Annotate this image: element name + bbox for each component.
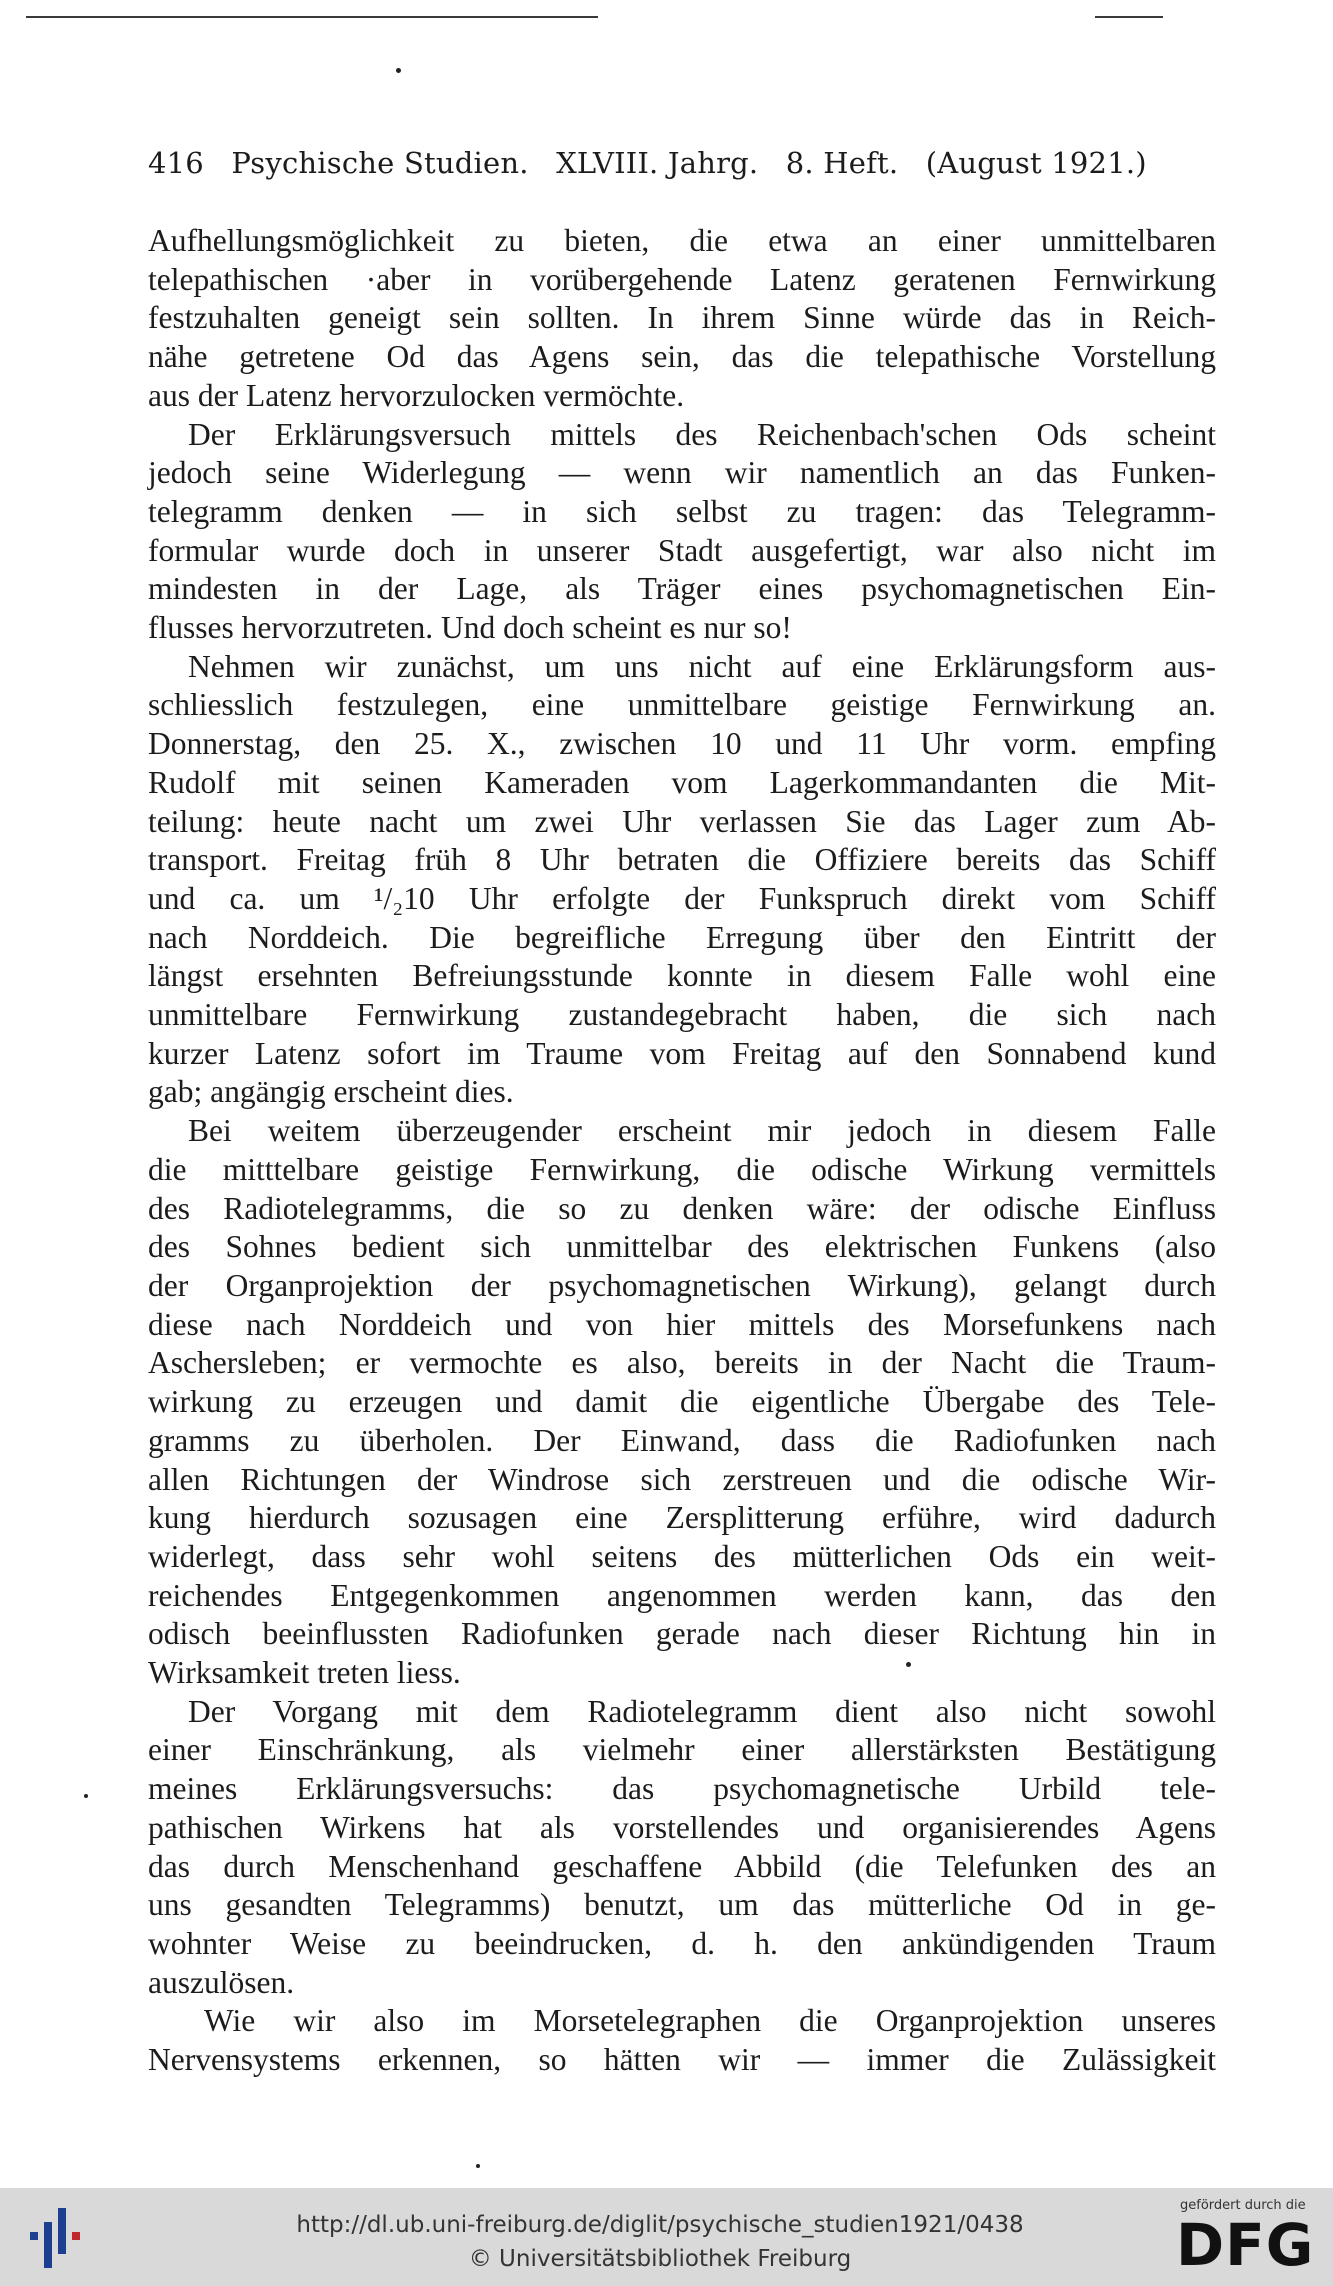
text-line: aus der Latenz hervorzulocken vermöchte. — [148, 377, 685, 413]
text-line: pathischen Wirkens hat als vorstellendes und organisierendes Agens — [148, 1809, 1216, 1845]
text-line: schliesslich festzulegen, eine unmittelbare geistige Fernwirkung an. — [148, 687, 1216, 723]
text-line: gramms zu überholen. Der Einwand, dass die Radiofunken nach — [148, 1422, 1216, 1458]
text-line: transport. Freitag früh 8 Uhr betraten die Offiziere bereits das Schiff — [148, 842, 1216, 878]
text-line: mindesten in der Lage, als Träger eines psychomagnetischen Ein- — [148, 571, 1216, 607]
text-line: und ca. um ¹/₂10 Uhr erfolgte der Funkspruch direkt vom Schiff — [148, 880, 1216, 916]
text-line: jedoch seine Widerlegung — wenn wir namentlich an das Funken- — [148, 455, 1216, 491]
text-line: wohnter Weise zu beeindrucken, d. h. den ankündigenden Traum — [148, 1925, 1216, 1961]
text-line: Wie wir also im Morsetelegraphen die Organprojektion unseres — [204, 2003, 1216, 2039]
text-line: festzuhalten geneigt sein sollten. In ihrem Sinne würde das in Reich- — [148, 300, 1216, 336]
paragraph-2 — [148, 416, 1216, 648]
paragraph-3 — [148, 648, 1216, 1112]
text-line: formular wurde doch in unserer Stadt ausgefertigt, war also nicht im — [148, 532, 1216, 568]
text-line: allen Richtungen der Windrose sich zerstreuen und die odische Wir- — [148, 1461, 1216, 1497]
source-url[interactable]: http://dl.ub.uni-freiburg.de/diglit/psychische_studien1921/0438 — [296, 2212, 1024, 2238]
scan-top-rule-left — [26, 16, 598, 18]
text-line: Nervensystems erkennen, so hätten wir — immer die Zulässigkeit — [148, 2042, 1216, 2078]
text-line: flusses hervorzutreten. Und doch scheint es nur so! — [148, 610, 792, 646]
text-line: Bei weitem überzeugender erscheint mir jedoch in diesem Falle — [188, 1113, 1216, 1149]
dfg-logo: DFG — [1176, 2211, 1315, 2279]
text-line: nach Norddeich. Die begreifliche Erregung über den Eintritt der — [148, 919, 1216, 955]
text-line: Rudolf mit seinen Kameraden vom Lagerkommandanten die Mit- — [148, 764, 1216, 800]
paragraph-4 — [148, 1112, 1216, 1693]
text-line: kung hierdurch sozusagen eine Zersplitterung erführe, wird dadurch — [148, 1500, 1216, 1536]
text-line: diese nach Norddeich und von hier mittels des Morsefunkens nach — [148, 1306, 1216, 1342]
text-line: Der Erklärungsversuch mittels des Reichenbach'schen Ods scheint — [188, 416, 1216, 452]
running-head — [148, 146, 1208, 180]
issue-label: 8. Heft. — [785, 146, 899, 180]
text-line: der Organprojektion der psychomagnetischen Wirkung), gelangt durch — [148, 1267, 1216, 1303]
text-line: teilung: heute nacht um zwei Uhr verlassen Sie das Lager zum Ab- — [148, 803, 1216, 839]
scan-top-rule-right — [1095, 16, 1163, 18]
volume-label: XLVIII. Jahrg. — [556, 146, 759, 180]
funder-note: gefördert durch die — [1180, 2198, 1306, 2213]
text-line: die mitttelbare geistige Fernwirkung, die odische Wirkung vermittels — [148, 1151, 1216, 1187]
text-line: telepathischen ·aber in vorübergehende Latenz geratenen Fernwirkung — [148, 261, 1216, 297]
body-text — [148, 222, 1216, 2080]
text-line: widerlegt, dass sehr wohl seitens des mütterlichen Ods ein weit- — [148, 1538, 1216, 1574]
text-line: Der Vorgang mit dem Radiotelegramm dient also nicht sowohl — [188, 1693, 1216, 1729]
text-line: längst ersehnten Befreiungsstunde konnte in diesem Falle wohl eine — [148, 958, 1216, 994]
text-line: des Sohnes bedient sich unmittelbar des elektrischen Funkens (also — [148, 1229, 1216, 1265]
text-line: unmittelbare Fernwirkung zustandegebracht haben, die sich nach — [148, 997, 1216, 1033]
text-line: gab; angängig erscheint dies. — [148, 1074, 514, 1110]
text-line: auszulösen. — [148, 1964, 295, 2000]
text-line: Aschersleben; er vermochte es also, bereits in der Nacht die Traum- — [148, 1345, 1216, 1381]
copyright-notice: © Universitätsbibliothek Freiburg — [468, 2246, 852, 2272]
university-library-logo-icon — [26, 2208, 86, 2270]
text-line: das durch Menschenhand geschaffene Abbild (die Telefunken des an — [148, 1848, 1216, 1884]
text-line: Aufhellungsmöglichkeit zu bieten, die etwa an einer unmittelbaren — [148, 223, 1216, 258]
issue-date: (August 1921.) — [925, 146, 1147, 180]
paragraph-5 — [148, 1693, 1216, 2003]
text-line: telegramm denken — in sich selbst zu tragen: das Telegramm- — [148, 493, 1216, 529]
paragraph-6 — [148, 2002, 1216, 2079]
text-line: reichendes Entgegenkommen angenommen werden kann, das den — [148, 1577, 1216, 1613]
text-line: odisch beeinflussten Radiofunken gerade nach dieser Richtung hin in — [148, 1616, 1216, 1652]
text-line: wirkung zu erzeugen und damit die eigentliche Übergabe des Tele- — [148, 1384, 1216, 1420]
footer-bar — [0, 2188, 1333, 2286]
text-line: meines Erklärungsversuchs: das psychomagnetische Urbild tele- — [148, 1771, 1216, 1807]
text-line: einer Einschränkung, als vielmehr einer allerstärksten Bestätigung — [148, 1732, 1216, 1768]
text-line: Nehmen wir zunächst, um uns nicht auf eine Erklärungsform aus- — [188, 648, 1216, 684]
paragraph-1 — [148, 222, 1216, 416]
text-line: Donnerstag, den 25. X., zwischen 10 und 11 Uhr vorm. empfing — [148, 726, 1216, 762]
text-line: Wirksamkeit treten liess. — [148, 1655, 461, 1691]
journal-title: Psychische Studien. — [231, 146, 529, 180]
text-line: kurzer Latenz sofort im Traume vom Freitag auf den Sonnabend kund — [148, 1035, 1216, 1071]
scan-speck — [476, 2164, 480, 2168]
page-number: 416 — [148, 146, 204, 180]
scan-speck — [84, 1794, 88, 1798]
scan-speck — [906, 1662, 911, 1667]
text-line: des Radiotelegramms, die so zu denken wäre: der odische Einfluss — [148, 1190, 1216, 1226]
text-line: uns gesandten Telegramms) benutzt, um das mütterliche Od in ge- — [148, 1887, 1216, 1923]
scan-speck — [396, 68, 401, 73]
text-line: nähe getretene Od das Agens sein, das die telepathische Vorstellung — [148, 339, 1216, 375]
